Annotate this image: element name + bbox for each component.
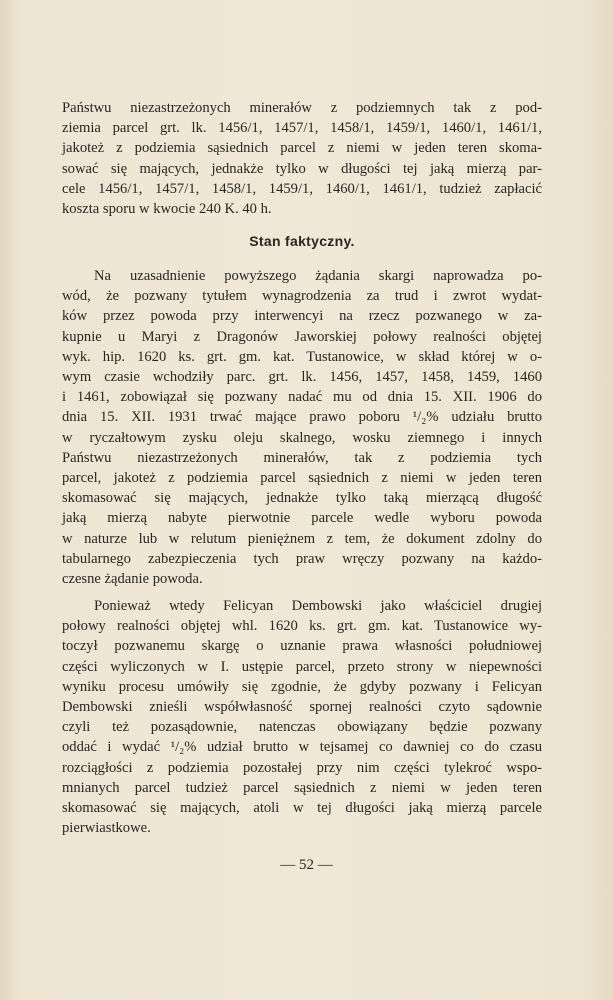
text-line: cele 1456/1, 1457/1, 1458/1, 1459/1, 1460/1, 1461/1, tudzież zapłacić [62,180,542,197]
text-line: dnia 15. XII. 1931 trwać mające prawo poboru ¹/₂% udziału brutto [62,409,542,426]
text-line: czesne żądanie powoda. [62,571,203,588]
text-line: jakoteż z podziemia sąsiednich parcel z niemi w jeden teren skoma- [62,140,542,157]
text-line: w ryczałtowym zysku oleju skalnego, wosku ziemnego i innych [62,429,542,446]
text-line: Państwu niezastrzeżonych minerałów z podziemnych tak z pod- [62,100,542,116]
text-line: mnianych parcel tudzież parcel sąsiednich z niemi w jeden teren [62,779,542,796]
text-line: Ponieważ wtedy Felicyan Dembowski jako właściciel drugiej [94,598,542,614]
paragraph-facts [62,266,542,589]
text-line: pierwiastkowe. [62,820,151,837]
text-line: wód, że pozwany tytułem wynagrodzenia za trud i zwrot wydat- [62,288,542,305]
text-line: parcel, jakoteż z podziemia parcel sąsiednich z niemi w jeden teren [62,470,542,487]
text-line: Na uzasadnienie powyższego żądania skargi naprowadza po- [94,268,542,284]
text-line: kupnie u Maryi z Dragonów Jaworskiej połowy realności objętej [62,328,542,345]
section-heading: Stan faktyczny. [249,233,355,249]
text-line: Dembowski znieśli współwłasność spornej realności czyto sądownie [62,699,542,716]
text-line: rozciągłości z podziemia pozostałej przy nim części tylekroć wspo- [62,759,542,776]
text-line: skomasować się mających, jednakże tylko taką mierzącą długość [62,490,542,507]
text-line: ków przez powoda przy interwencyi na rzecz pozwanego w za- [62,308,542,325]
top-paragraph [62,98,542,219]
text-line: w naturze lub w relutum pieniężnem z tem, że dokument zdolny do [62,530,542,547]
paragraph-agreement [62,596,542,838]
text-line: wym czasie wchodziły parc. grt. lk. 1456, 1457, 1458, 1459, 1460 [62,369,542,386]
text-line: oddać i wydać ¹/₂% udział brutto w tejsamej co dawniej co do czasu [62,739,542,756]
text-line: i 1461, zobowiązał się pozwany nadać mu od dnia 15. XII. 1906 do [62,389,542,406]
text-line: skomasować się mających, atoli w tej długości jaką mierzą parcele [62,800,542,817]
text-line: jaką mierzą nabyte pierwotnie parcele wedle wyboru powoda [62,510,542,527]
text-line: sować się mających, jednakże tylko w długości tej jaką mierzą par- [62,160,542,177]
text-line: toczył pozwanemu skargę o uznanie prawa własności południowej [62,638,542,655]
text-line: wyk. hip. 1620 ks. grt. gm. kat. Tustanowice, w skład której w o- [62,348,542,365]
text-line: ziemia parcel grt. lk. 1456/1, 1457/1, 1458/1, 1459/1, 1460/1, 1461/1, [62,120,542,137]
text-line: tabularnego zabezpieczenia tych praw wręczy pozwany na każdo- [62,550,542,567]
text-line: Państwu niezastrzeżonych minerałów, tak z podziemia tych [62,449,542,466]
text-line: wyniku procesu umówiły się zgodnie, że gdyby pozwany i Felicyan [62,678,542,695]
text-line: koszta sporu w kwocie 240 K. 40 h. [62,201,272,218]
text-line: czyli też pozasądownie, natenczas obowiązany będzie pozwany [62,719,542,736]
text-line: części wyliczonych w I. ustępie parcel, przeto strony w niepewności [62,658,542,675]
text-line: połowy realności objętej whl. 1620 ks. grt. gm. kat. Tustanowice wy- [62,618,542,635]
page-number: — 52 — [280,857,333,873]
